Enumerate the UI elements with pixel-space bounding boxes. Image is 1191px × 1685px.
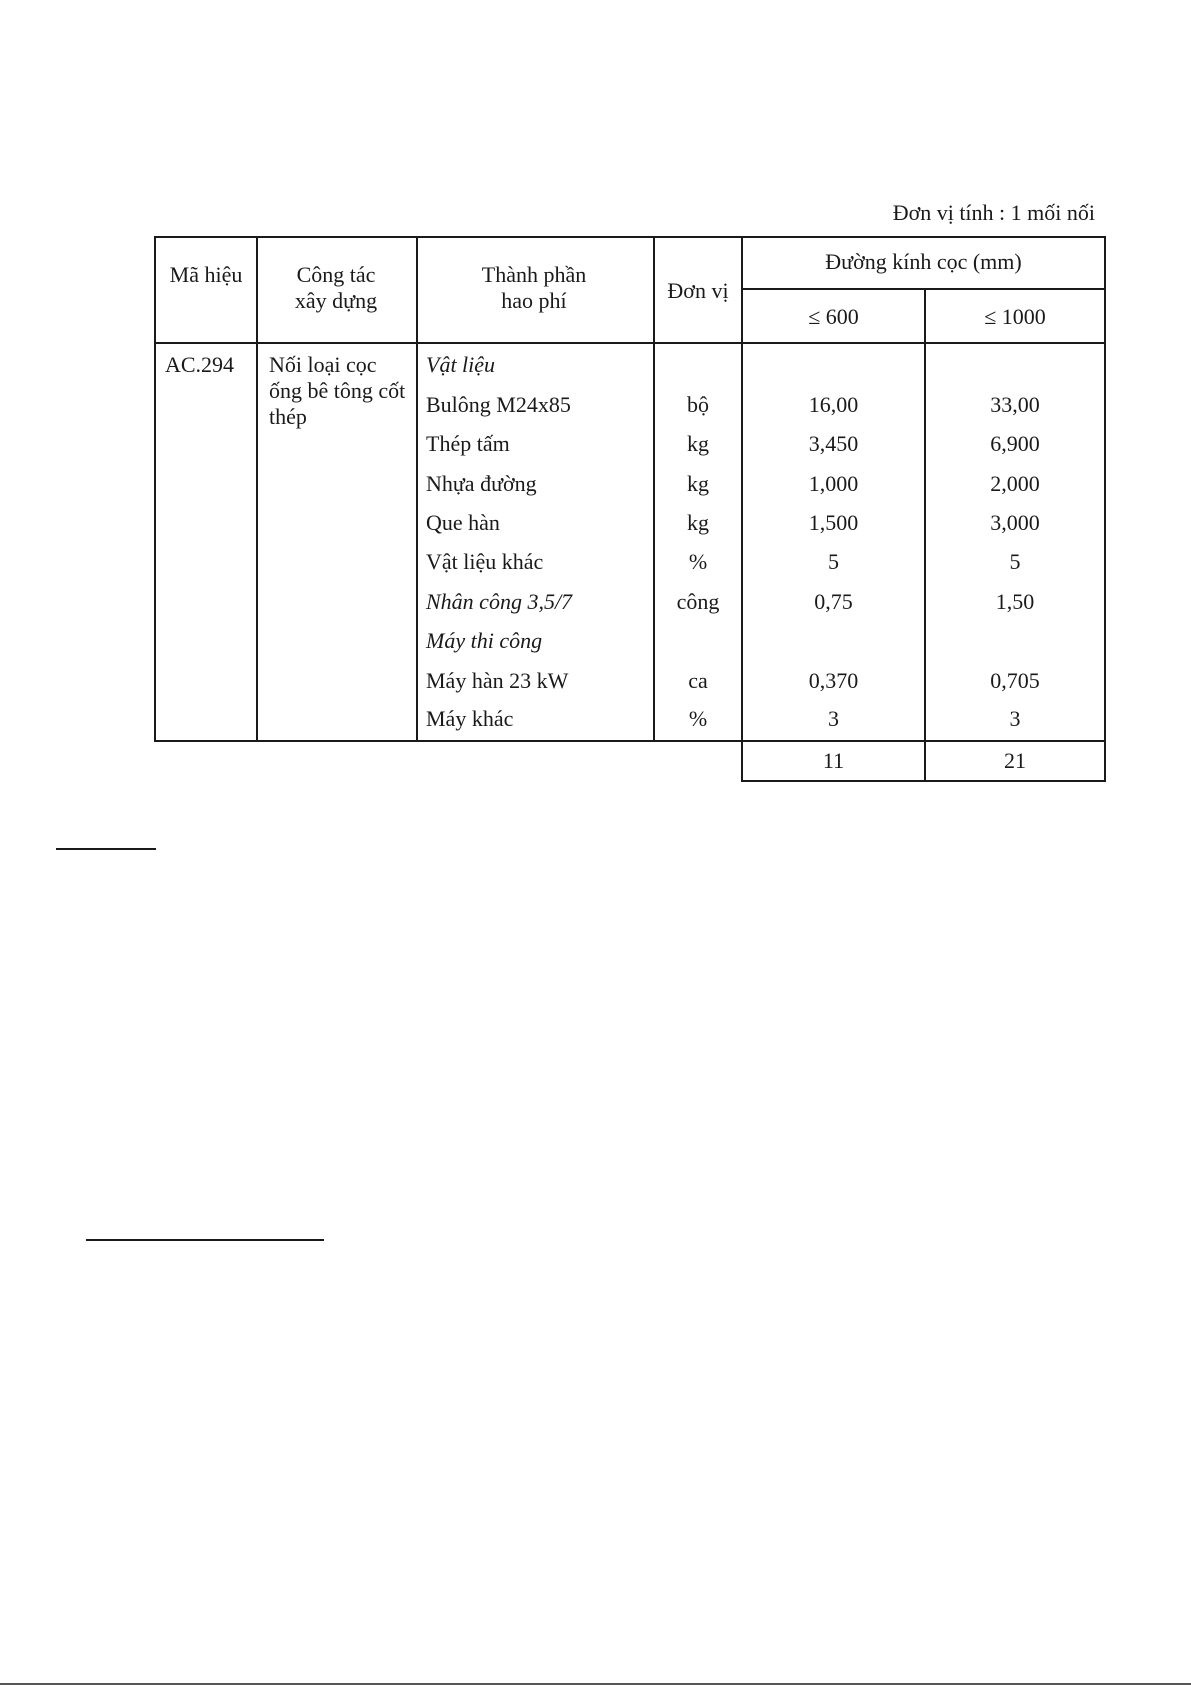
component-unit: kg [687,431,709,456]
value-1000: 0,705 [990,668,1040,693]
table-border-right [1104,236,1106,782]
norm-table [154,236,1106,782]
component-name: Nhân công 3,5/7 [426,589,573,614]
component-name: Máy hàn 23 kW [426,668,569,693]
footnote-rule [56,848,156,850]
table-border-left [154,236,156,742]
component-name: Máy khác [426,706,514,731]
header-code: Mã hiệu [169,262,243,287]
value-600: 0,75 [814,589,853,614]
value-1000: 6,900 [990,431,1040,456]
header-work: Công tác xây dựng [294,262,378,313]
work-code: AC.294 [165,352,235,377]
col-divider [256,236,258,742]
table-border-bottom [154,740,1106,742]
header-divider [741,288,1106,290]
component-name: Que hàn [426,510,500,535]
footer-value-600: 11 [822,748,845,773]
work-description: Nối loại cọc ống bê tông cốt thép [269,352,406,429]
col-divider [416,236,418,742]
value-600: 3 [828,706,839,731]
value-1000: 3 [1009,706,1021,731]
unit-note: Đơn vị tính : 1 mối nối [892,200,1095,225]
component-unit: bộ [687,392,709,417]
component-unit: kg [687,471,709,496]
header-col-600: ≤ 600 [808,304,859,329]
header-unit: Đơn vị [667,278,729,303]
value-1000: 1,50 [995,589,1035,614]
header-component: Thành phần hao phí [481,262,587,313]
value-600: 1,000 [808,471,859,496]
value-1000: 33,00 [990,392,1040,417]
component-name: Máy thi công [426,628,543,653]
component-unit: công [676,589,720,614]
component-unit: kg [687,510,709,535]
value-600: 5 [828,549,839,574]
header-col-1000: ≤ 1000 [984,304,1046,329]
component-name: Vật liệu khác [426,549,544,574]
component-unit: % [688,549,708,574]
footnote-rule [86,1239,324,1241]
value-1000: 3,000 [990,510,1040,535]
footer-value-1000: 21 [1004,748,1026,773]
component-name: Thép tấm [426,431,510,456]
footer-bottom-line [741,780,1106,782]
component-name: Nhựa đường [426,471,537,496]
header-bottom-line [154,342,1106,344]
value-600: 1,500 [808,510,859,535]
component-unit: ca [688,668,708,693]
value-600: 3,450 [808,431,859,456]
component-name: Vật liệu [426,352,496,377]
component-name: Bulông M24x85 [426,392,571,417]
table-border-top [154,236,1106,238]
value-600: 0,370 [808,668,859,693]
value-1000: 2,000 [990,471,1040,496]
value-1000: 5 [1009,549,1021,574]
value-600: 16,00 [808,392,859,417]
component-unit: % [688,706,708,731]
header-diameter: Đường kính cọc (mm) [825,249,1022,274]
